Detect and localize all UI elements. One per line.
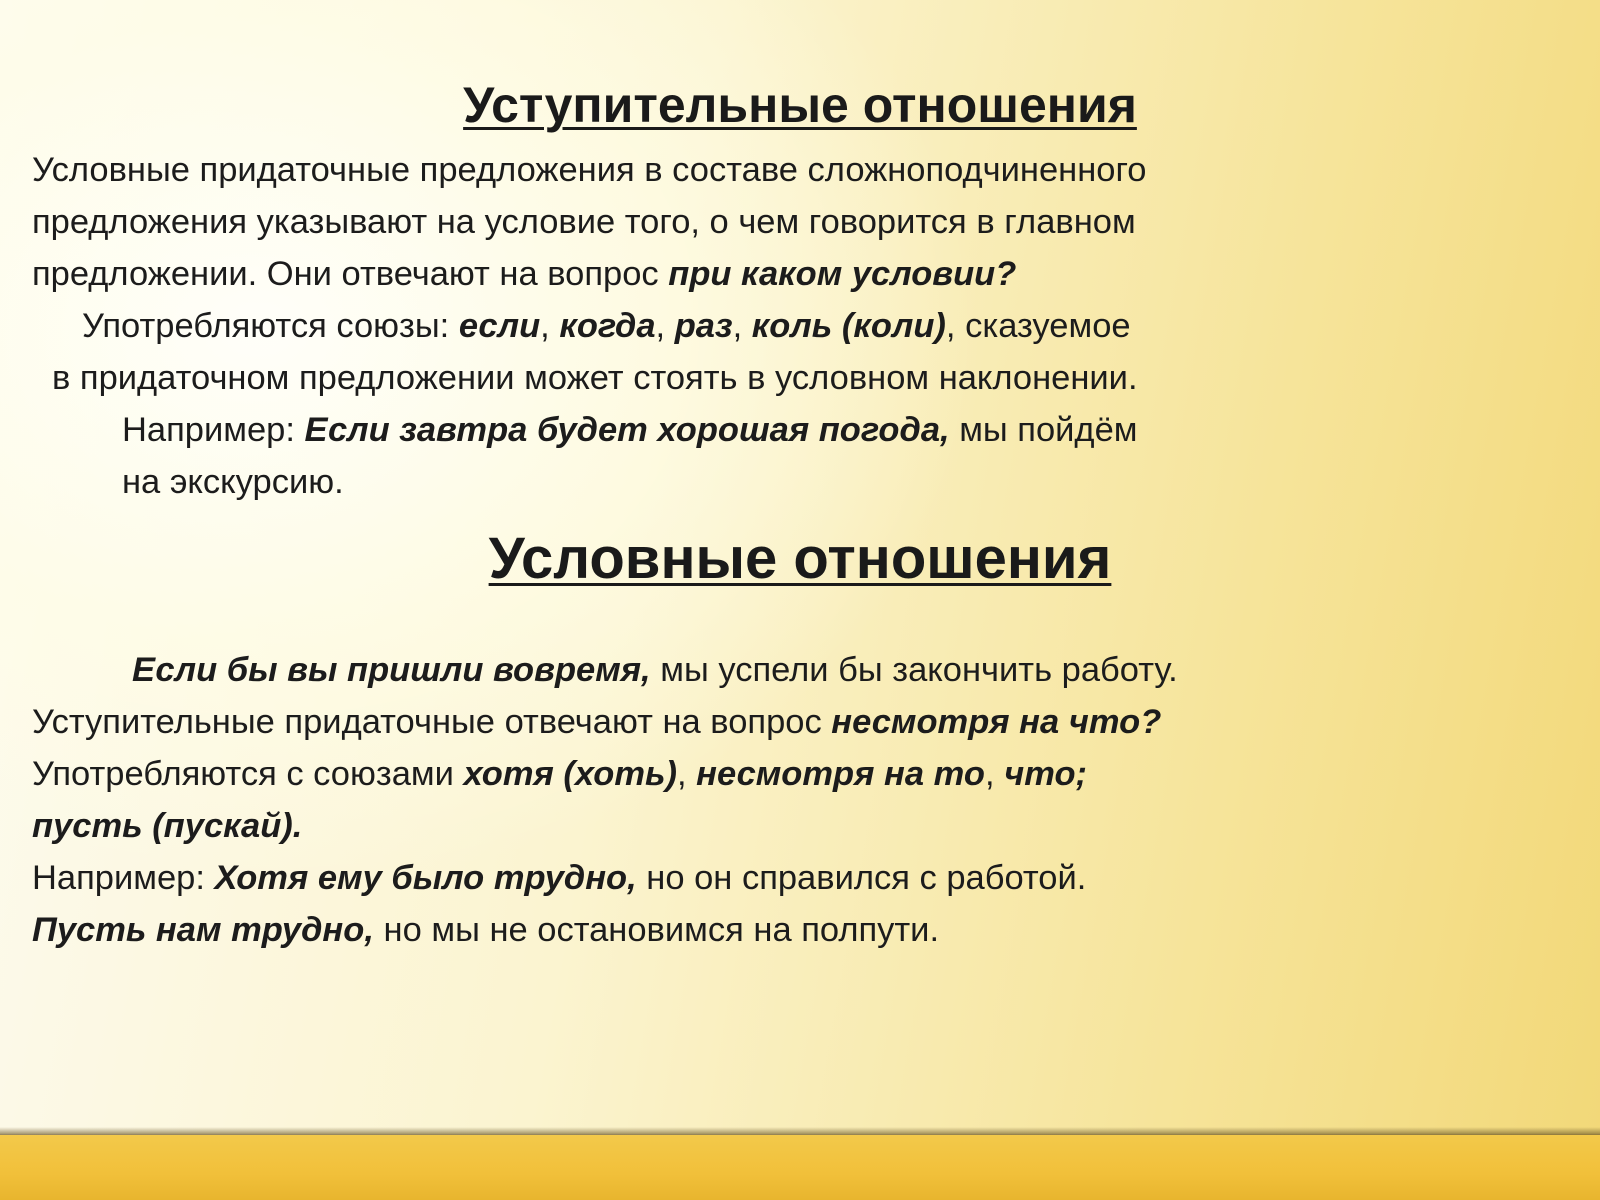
example-line: на экскурсию. xyxy=(122,463,344,501)
paragraph-line: Употребляются с союзами хотя (хоть), несмотря на то, что; xyxy=(32,755,1088,793)
emphasis-question: при каком условии? xyxy=(668,255,1017,293)
emphasis-conjunction: когда xyxy=(559,307,656,345)
paragraph-line: Употребляются союзы: если, когда, раз, коль (коли), сказуемое xyxy=(82,307,1131,345)
emphasis-conjunction: что; xyxy=(1004,755,1088,793)
paragraph-line: в придаточном предложении может стоять в условном наклонении. xyxy=(52,359,1138,397)
emphasis-example: Если завтра будет хорошая погода, xyxy=(304,411,950,449)
example-line: Пусть нам трудно, но мы не остановимся на полпути. xyxy=(32,911,940,949)
example-line: Например: Если завтра будет хорошая погода, мы пойдём xyxy=(122,411,1138,449)
paragraph-line: Условные придаточные предложения в составе сложноподчиненного xyxy=(32,151,1147,189)
emphasis-conjunction: пусть (пускай). xyxy=(32,807,303,845)
paragraph-line xyxy=(32,806,302,846)
bottom-bar xyxy=(0,1135,1600,1200)
emphasis-example: Пусть нам трудно, xyxy=(32,911,374,949)
paragraph-line: предложении. Они отвечают на вопрос при каком условии? xyxy=(32,255,1017,293)
emphasis-example: Хотя ему было трудно, xyxy=(214,859,637,897)
heading-conditional: Условные отношения xyxy=(488,526,1112,591)
paragraph-line: Уступительные придаточные отвечают на вопрос несмотря на что? xyxy=(32,703,1162,741)
emphasis-example: Если бы вы пришли вовремя, xyxy=(132,651,651,689)
emphasis-question: несмотря на что? xyxy=(831,703,1162,741)
heading-concessive: Уступительные отношения xyxy=(463,77,1137,133)
emphasis-conjunction: хотя (хоть) xyxy=(463,755,677,793)
example-line: Если бы вы пришли вовремя, мы успели бы закончить работу. xyxy=(132,651,1178,689)
paragraph-line: предложения указывают на условие того, о чем говорится в главном xyxy=(32,203,1136,241)
emphasis-conjunction: несмотря на то xyxy=(696,755,985,793)
emphasis-conjunction: если xyxy=(458,307,541,345)
example-line: Например: Хотя ему было трудно, но он справился с работой. xyxy=(32,859,1087,897)
emphasis-conjunction: коль (коли) xyxy=(751,307,946,345)
emphasis-conjunction: раз xyxy=(674,307,733,345)
